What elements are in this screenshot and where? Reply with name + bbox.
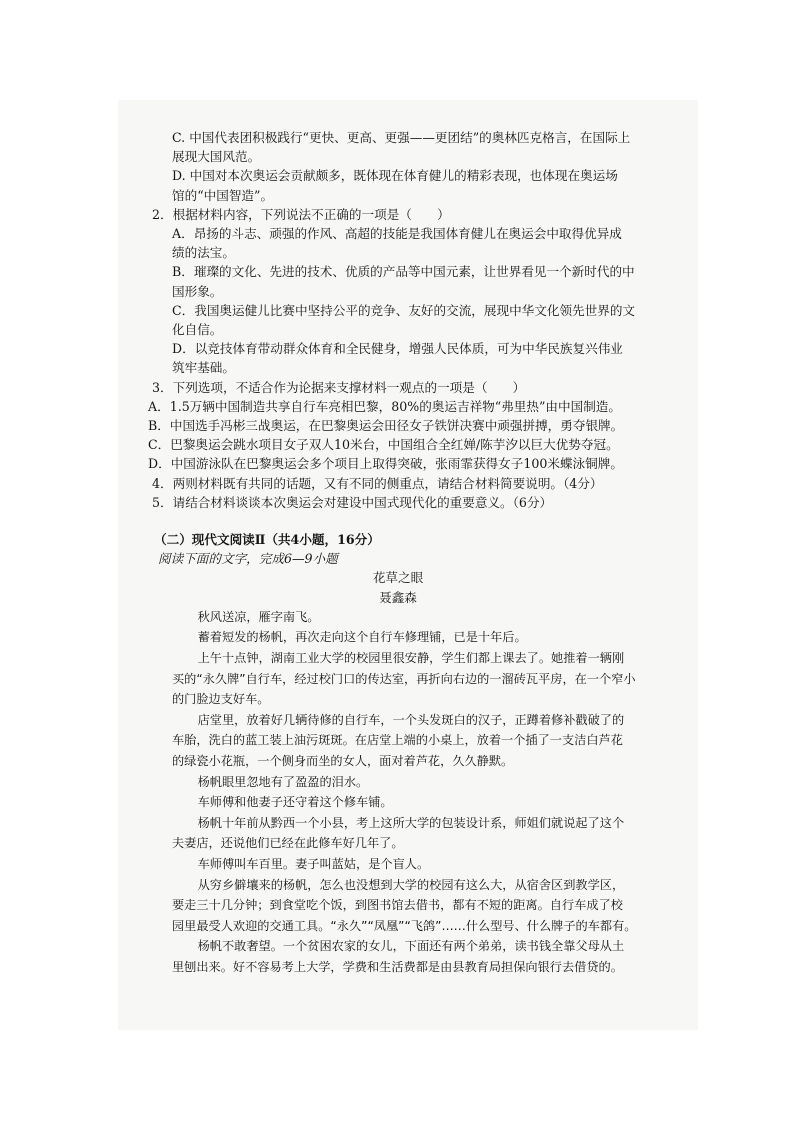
option-line: A．昂扬的斗志、顽强的作风、高超的技能是我国体育健儿在奥运会中取得优异成	[172, 226, 622, 242]
option-line: D．中国游泳队在巴黎奥运会多个项目上取得突破，张雨霏获得女子100米蝶泳铜牌。	[148, 456, 623, 472]
question-3	[148, 378, 624, 474]
q1-option-d	[172, 166, 624, 204]
option-line: 筑牢基础。	[172, 360, 235, 376]
story-line: 店堂里，放着好几辆待修的自行车，一个头发斑白的汉子，正蹲着修补戳破了的	[197, 712, 625, 727]
question-5: 5．请结合材料谈谈本次奥运会对建设中国式现代化的重要意义。（6分）	[152, 494, 553, 510]
option-line: B．中国选手冯彬三战奥运，在巴黎奥运会田径女子铁饼决赛中顽强拼搏，勇夺银牌。	[148, 418, 624, 434]
option-line: B．璀璨的文化、先进的技术、优质的产品等中国元素，让世界看见一个新时代的中	[172, 264, 635, 280]
q1-option-c	[172, 128, 631, 166]
option-line: C．巴黎奥运会跳水项目女子双人10米台，中国组合全红婵/陈芋汐以巨大优势夺冠。	[148, 437, 619, 453]
option-line: A．1.5万辆中国制造共享自行车亮相巴黎，80%的奥运吉祥物“弗里热”由中国制造。	[148, 398, 621, 414]
story-line: 杨帆不敢奢望。一个贫困农家的女儿，下面还有两个弟弟，读书钱全靠父母从土	[197, 939, 625, 954]
story-line: 蓄着短发的杨帆，再次走向这个自行车修理铺，已是十年后。	[197, 630, 527, 645]
story-line: 车胎，洗白的蓝工装上油污斑斑。在店堂上端的小桌上，放着一个插了一支洁白芦花	[172, 733, 623, 748]
text-line: 馆的“中国智造”。	[172, 187, 274, 203]
story-line: 杨帆十年前从黔西一个小县，考上这所大学的包装设计系，师姐们就说起了这个	[197, 815, 625, 830]
story-line: 车师傅叫车百里。妻子叫蓝姑，是个盲人。	[197, 857, 430, 871]
story-line: 要走三十几分钟；到食堂吃个饭，到图书馆去借书，都有不短的距离。自行车成了校	[172, 898, 623, 913]
option-line: 国形象。	[172, 283, 223, 299]
text-line: D. 中国对本次奥运会贡献颇多，既体现在体育健儿的精彩表现，也体现在奥运场	[172, 168, 618, 184]
story-author: 聂鑫森	[379, 589, 417, 605]
option-line: D．以竞技体育带动群众体育和全民健身，增强人民体质，可为中华民族复兴伟业	[172, 341, 623, 357]
story-line: 上午十点钟，湖南工业大学的校园里很安静，学生们都上课去了。她推着一辆刚	[197, 651, 625, 666]
story-line: 的绿瓷小花瓶，一个侧身而坐的女人，面对着芦花，久久静默。	[172, 754, 514, 769]
story-line: 园里最受人欢迎的交通工具。“永久”“凤凰”“飞鸽”……什么型号、什么牌子的车都有。	[172, 918, 637, 933]
story-line: 夫妻店，还说他们已经在此修车好几年了。	[172, 836, 404, 851]
question-4: 4．两则材料既有共同的话题，又有不同的侧重点，请结合材料简要说明。（4分）	[152, 475, 603, 491]
text-line: 展现大国风范。	[172, 149, 261, 165]
question-stem: 2．根据材料内容，下列说法不正确的一项是（ ）	[152, 206, 450, 222]
option-line: 绩的法宝。	[172, 245, 235, 261]
question-2	[152, 205, 636, 378]
option-line: 化自信。	[172, 322, 223, 338]
option-line: C．我国奥运健儿比赛中坚持公平的竞争、友好的交流，展现中华文化领先世界的文	[172, 302, 636, 318]
story-line: 秋风送凉，雁字南飞。	[197, 609, 320, 624]
story-line: 里刨出来。好不容易考上大学，学费和生活费都是由县教育局担保向银行去借贷的。	[172, 959, 623, 974]
story-line: 车师傅和他妻子还守着这个修车铺。	[197, 795, 393, 810]
text-line: C. 中国代表团积极践行“更快、更高、更强——更团结”的奥林匹克格言，在国际上	[172, 130, 631, 145]
section-header	[154, 530, 624, 607]
story-body	[172, 607, 637, 978]
exam-page	[148, 128, 637, 978]
story-line: 的门脸边支好车。	[172, 692, 270, 707]
story-line: 从穷乡僻壤来的杨帆，怎么也没想到大学的校园有这么大，从宿舍区到教学区，	[197, 877, 625, 892]
story-title: 花草之眼	[372, 570, 424, 586]
section-instruction: 阅读下面的文字，完成6—9小题	[158, 551, 338, 567]
story-line: 杨帆眼里忽地有了盈盈的泪水。	[197, 774, 369, 789]
question-stem: 3．下列选项，不适合作为论据来支撑材料一观点的一项是（ ）	[152, 379, 526, 395]
story-line: 买的“永久牌”自行车，经过校门口的传达室，再折向右边的一溜砖瓦平房，在一个窄小	[172, 671, 636, 686]
section-heading: （二）现代文阅读Ⅱ（共4小题，16分）	[154, 532, 380, 548]
